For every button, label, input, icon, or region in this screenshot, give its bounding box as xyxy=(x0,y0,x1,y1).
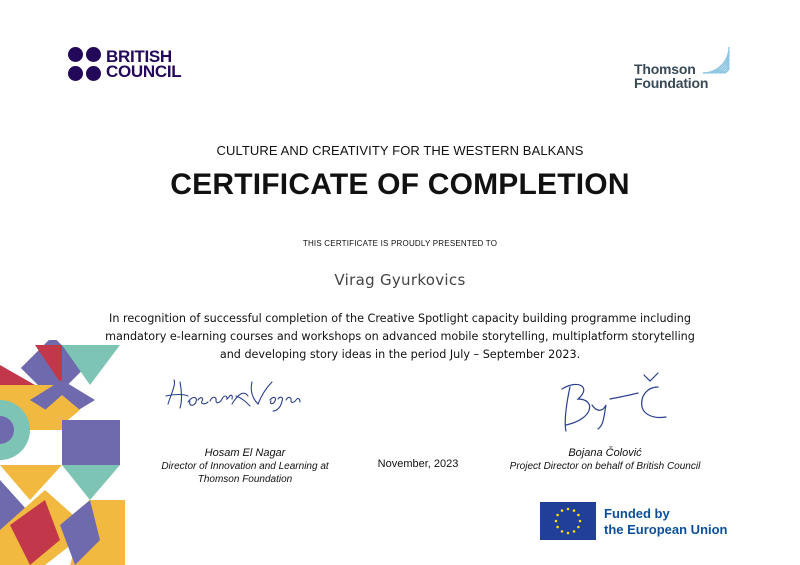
signatory-role: Director of Innovation and Learning at xyxy=(161,461,329,472)
signature-bojana-colovic xyxy=(548,365,678,435)
signatory-role: Thomson Foundation xyxy=(197,474,293,485)
recognition-text xyxy=(100,310,700,364)
thomson-foundation-logo xyxy=(634,46,734,92)
signatory-name: Bojana Čolović xyxy=(568,447,642,459)
decorative-geometric-pattern xyxy=(0,340,125,565)
eu-funding-line1: Funded by xyxy=(604,506,670,521)
eu-funding-label xyxy=(604,506,728,538)
recognition-line: and developing story ideas in the period July – September 2023. xyxy=(219,348,581,361)
recipient-name: Virag Gyurkovics xyxy=(334,271,466,289)
signatory-hosam xyxy=(150,447,340,486)
certificate-title: CERTIFICATE OF COMPLETION xyxy=(170,168,630,201)
signatory-role: Project Director on behalf of British Council xyxy=(509,461,701,472)
signatory-name: Hosam El Nagar xyxy=(204,447,286,459)
presented-to-label: THIS CERTIFICATE IS PROUDLY PRESENTED TO xyxy=(302,239,498,248)
thomson-foundation-line1: Thomson xyxy=(634,61,696,77)
thomson-foundation-line2: Foundation xyxy=(634,75,709,91)
eu-funding-line2: the European Union xyxy=(604,522,728,537)
british-council-logo xyxy=(68,47,181,81)
british-council-line1: BRITISH xyxy=(106,47,172,66)
recognition-line: mandatory e-learning courses and workshops on advanced mobile storytelling, multiplatform storytelling xyxy=(105,330,695,343)
signature-hosam-el-nagar xyxy=(162,374,302,416)
british-council-line2: COUNCIL xyxy=(106,62,182,81)
signatory-bojana xyxy=(500,447,710,473)
certificate-date: November, 2023 xyxy=(377,458,459,470)
british-council-dots-icon xyxy=(68,47,102,81)
eu-flag-icon xyxy=(540,502,596,540)
certificate-subtitle: CULTURE AND CREATIVITY FOR THE WESTERN BALKANS xyxy=(216,143,584,158)
recognition-line: In recognition of successful completion of the Creative Spotlight capacity building programme including xyxy=(109,312,691,325)
